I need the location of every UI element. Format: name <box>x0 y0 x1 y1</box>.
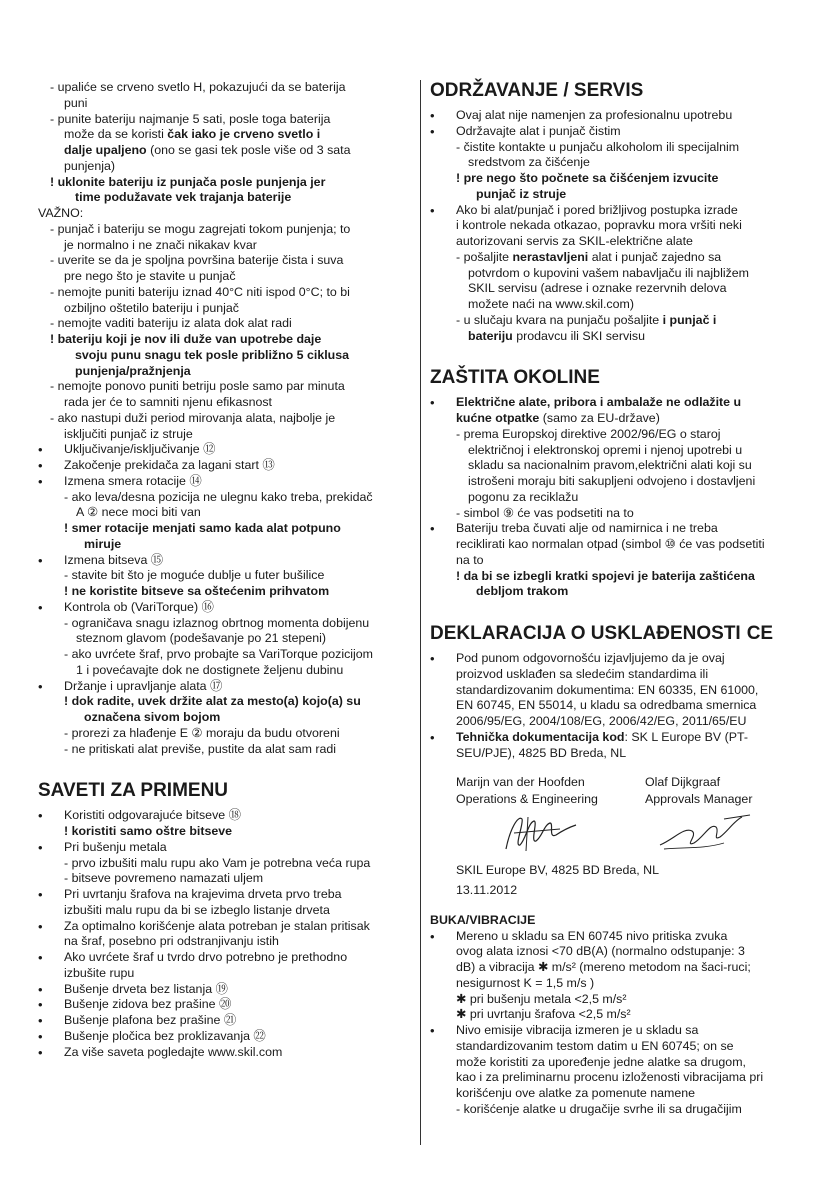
date-line: 13.11.2012 <box>456 883 518 897</box>
text-line <box>38 887 413 903</box>
text-line <box>430 1102 810 1118</box>
line-text: reciklirati kao normalan otpad (simbol ⑩ će vas podsetiti <box>456 537 765 551</box>
text-line <box>430 992 810 1008</box>
line-text: Pod punom odgovornošću izjavljujemo da je ovaj <box>456 651 725 665</box>
line-bold: nerastavljeni <box>512 249 589 264</box>
text-line <box>430 297 810 313</box>
bullet-marker: • <box>38 1044 43 1060</box>
text-line <box>430 960 810 976</box>
bullet-marker: • <box>430 202 435 218</box>
text-line <box>38 934 413 950</box>
text-line <box>38 80 413 96</box>
line-text: - ako uvrćete šraf, prvo probajte sa VariTorque pozicijom <box>64 647 373 661</box>
text-line <box>38 490 413 506</box>
text-line <box>430 651 810 667</box>
line-text: skladu sa nacionalnim pravom,električni alati koji su <box>468 458 752 473</box>
line-text: Izmena bitseva ⑮ <box>64 552 164 567</box>
line-text: - prvo izbušiti malu rupu ako Vam je potrebna veća rupa <box>64 855 371 870</box>
buka-list <box>430 929 810 1118</box>
heading-buka: BUKA/VIBRACIJE <box>430 912 536 927</box>
line-text: SKIL servisu (adrese i oznake rezervnih delova <box>468 281 727 296</box>
bullet-marker: • <box>38 839 43 855</box>
bullet-marker: • <box>38 599 43 615</box>
line-bold: čak iako je crveno svetlo i <box>167 127 321 142</box>
text-line <box>38 824 413 840</box>
text-line <box>430 1055 810 1071</box>
deklaracija-title: DEKLARACIJA O USKLAĐENOSTI <box>430 623 741 644</box>
text-line <box>430 187 810 203</box>
bullet-marker: • <box>38 918 43 934</box>
bullet-marker: • <box>430 928 435 944</box>
bullet-marker: • <box>38 997 43 1013</box>
text-line <box>38 568 413 584</box>
heading-zastita: ZAŠTITA OKOLINE <box>430 367 600 389</box>
bullet-marker: • <box>430 1023 435 1038</box>
text-line <box>38 950 413 966</box>
text-line <box>38 553 413 569</box>
text-line <box>38 600 413 616</box>
text-line <box>38 521 413 537</box>
text-line <box>38 96 413 112</box>
ce-mark: CE <box>746 623 774 644</box>
text-line <box>430 746 810 762</box>
text-line <box>430 714 810 730</box>
text-line <box>38 537 413 553</box>
line-text: - ako nastupi duži period mirovanja alata, najbolje je <box>50 410 336 425</box>
text-line <box>430 698 810 714</box>
text-line <box>430 490 810 506</box>
line-text: Održavajte alat i punjač čistim <box>456 123 621 138</box>
line-text: - nemojte puniti bateriju iznad 40°C niti ispod 0°C; to bi <box>50 284 350 299</box>
text-line <box>38 127 413 143</box>
text-line <box>430 474 810 490</box>
line-text: autorizovani servis za SKIL-električne alate <box>456 234 693 248</box>
text-line <box>430 667 810 683</box>
text-line <box>38 316 413 332</box>
text-line <box>430 1039 810 1055</box>
text-line <box>38 1045 413 1061</box>
line-text: SEU/PJE), 4825 BD Breda, NL <box>456 745 627 760</box>
text-line <box>430 1023 810 1039</box>
line-text: istrošeni moraju biti sakupljeni odvojeno i dostavljeni <box>468 474 756 488</box>
line-text: - korišćenje alatke u drugačije svrhe ili sa drugačijim <box>456 1101 742 1116</box>
line-text: Bušenje zidova bez prašine ⑳ <box>64 997 232 1012</box>
line-text: punjenja/pražnjenja <box>75 363 191 378</box>
text-line <box>430 976 810 992</box>
bullet-marker: • <box>38 442 43 458</box>
text-line <box>38 903 413 919</box>
text-line <box>430 395 810 411</box>
bullet-marker: • <box>38 808 43 824</box>
line-text: ovog alata iznosi <70 dB(A) (normalno odstupanje: 3 <box>456 944 745 959</box>
text-line <box>430 234 810 250</box>
text-line <box>38 364 413 380</box>
text-line <box>38 726 413 742</box>
text-line <box>430 281 810 297</box>
text-line <box>430 521 810 537</box>
saveti-list <box>38 808 413 1060</box>
text-line <box>38 222 413 238</box>
bullet-marker: • <box>38 1013 43 1028</box>
line-text: sredstvom za čišćenje <box>468 155 590 170</box>
line-rest: alat i punjač zajedno sa <box>588 249 722 264</box>
text-line <box>430 443 810 459</box>
line-text: potvrdom o kupovini vašem nabavljaču ili najbližem <box>468 265 749 280</box>
text-line <box>38 143 413 159</box>
bullet-marker: • <box>38 458 43 473</box>
line-text: Bušenje pločica bez proklizavanja ㉒ <box>64 1028 266 1043</box>
line-rest: : SK L Europe BV (PT- <box>624 729 748 744</box>
line-text: - ograničava snagu izlaznog obrtnog momenta dobijenu <box>64 615 370 630</box>
signer2-role: Approvals Manager <box>645 792 753 807</box>
line-text: EN 60745, EN 55014, u kladu sa odredbama smernica <box>456 698 757 713</box>
line-text: - punite bateriju najmanje 5 sati, posle toga baterija <box>50 111 331 126</box>
line-text: isključiti punjač iz struje <box>64 426 193 441</box>
line-text: dalje upaljeno <box>64 143 147 157</box>
text-line <box>430 218 810 234</box>
text-line <box>38 285 413 301</box>
line-text: - ne pritiskati alat previše, pustite da alat sam radi <box>64 741 337 756</box>
bullet-marker: • <box>38 473 43 489</box>
line-text: rada jer će to samniti njenu efikasnost <box>64 395 272 409</box>
bullet-marker: • <box>430 108 435 123</box>
line-text: - simbol ⑨ će vas podsetiti na to <box>456 505 634 520</box>
line-text: na šraf, posebno pri odstranjivanju istih <box>64 934 279 949</box>
line-text: je normalno i ne znači nikakav kvar <box>64 237 257 252</box>
line-text: i kontrole nekada otkazao, popravku mora vršiti neki <box>456 218 742 233</box>
line-text: standardizovanim testom datim u EN 60745; on se <box>456 1038 734 1053</box>
line-text: - nemojte vaditi bateriju iz alata dok alat radi <box>50 316 292 331</box>
line-text: Nivo emisije vibracija izmeren je u skladu sa <box>456 1023 699 1037</box>
odrzavanje-list <box>430 108 810 344</box>
line-text: svoju punu snagu tek posle približno 5 ciklusa <box>75 347 350 362</box>
text-line <box>430 171 810 187</box>
line-text: Pri uvrtanju šrafova na krajevima drveta prvo treba <box>64 887 342 901</box>
text-line <box>38 442 413 458</box>
text-line <box>430 1086 810 1102</box>
line-rest: prodavcu ili SKI servisu <box>512 328 645 343</box>
text-line <box>38 253 413 269</box>
line-text: debljom trakom <box>476 584 569 599</box>
line-bold: bateriju <box>468 328 513 343</box>
line-text: Izmena smera rotacije ⑭ <box>64 473 202 488</box>
line-text: ! koristiti samo oštre bitseve <box>64 824 233 838</box>
line-text: može koristiti za upoređenje jedne alatke sa drugom, <box>456 1054 746 1069</box>
text-line <box>38 112 413 128</box>
line-text: Za optimalno korišćenje alata potreban je stalan pritisak <box>64 918 370 933</box>
line-text: - bitseve povremeno namazati uljem <box>64 871 264 886</box>
line-text: Bušenje drveta bez listanja ⑲ <box>64 981 228 996</box>
line-text: kao i za preliminarnu procenu izloženosti vibracijama pri <box>456 1070 764 1085</box>
bullet-marker: • <box>430 651 435 666</box>
line-text: punjenja) <box>64 158 115 173</box>
signers-block <box>430 775 810 899</box>
text-line <box>38 238 413 254</box>
text-line <box>38 505 413 521</box>
bullet-marker: • <box>38 981 43 997</box>
bullet-marker: • <box>38 552 43 568</box>
text-line <box>38 631 413 647</box>
line-rest: (samo za EU-države) <box>539 411 660 425</box>
text-line <box>38 427 413 443</box>
line-text: pre nego što je stavite u punjač <box>64 269 236 283</box>
line-text: ! da bi se izbegli kratki spojevi je baterija zaštićena <box>456 568 755 583</box>
right-column <box>430 80 810 1118</box>
line-text: izbušite rupu <box>64 965 135 980</box>
line-text: može da se koristi <box>64 127 168 142</box>
line-text: Uključivanje/isključivanje ⑫ <box>64 442 216 457</box>
text-line <box>430 266 810 282</box>
line-text: Koristiti odgovarajuće bitseve ⑱ <box>64 808 241 823</box>
line-text: Držanje i upravljanje alata ⑰ <box>64 678 223 693</box>
line-text: ✱ pri bušenju metala <2,5 m/s² <box>456 991 627 1006</box>
text-line <box>430 203 810 219</box>
text-line <box>38 966 413 982</box>
text-line <box>430 124 810 140</box>
line-text: puni <box>64 95 88 110</box>
signature-1 <box>500 809 580 855</box>
line-text: možete naći na www.skil.com) <box>468 297 634 311</box>
line-text: Ako uvrćete šraf u tvrdo drvo potrebno je prethodno <box>64 950 348 964</box>
text-line <box>38 742 413 758</box>
signatures <box>456 809 810 857</box>
line-text: - uverite se da je spoljna površina baterije čista i suva <box>50 253 344 268</box>
heading-saveti: SAVETI ZA PRIMENU <box>38 780 229 802</box>
line-text: korišćenju ove alatke za pomenute namene <box>456 1086 696 1100</box>
line-text: Pri bušenju metala <box>64 839 167 854</box>
text-line <box>430 553 810 569</box>
line-text: proizvod usklađen sa sledećim standardima ili <box>456 666 709 681</box>
line-bold: kućne otpatke <box>456 411 540 425</box>
line-text: 1 i povećavajte dok ne dostignete željenu dubinu <box>76 662 344 677</box>
text-line <box>430 155 810 171</box>
line-text: - pošaljite <box>456 249 513 264</box>
text-line <box>430 683 810 699</box>
line-text: - punjač i bateriju se mogu zagrejati tokom punjenja; to <box>50 221 351 236</box>
line-bold: Tehnička dokumentacija kod <box>456 729 625 744</box>
line-text: - prema Europskoj direktive 2002/96/EG o staroj <box>456 426 721 441</box>
line-text: ! bateriju koji je nov ili duže van upotrebe daje <box>50 332 322 346</box>
line-text: miruje <box>84 536 122 551</box>
text-line <box>430 1070 810 1086</box>
text-line <box>430 329 810 345</box>
text-line <box>38 997 413 1013</box>
text-line <box>38 458 413 474</box>
text-line <box>430 1007 810 1023</box>
text-line <box>430 140 810 156</box>
text-line <box>38 663 413 679</box>
line-text: Mereno u skladu sa EN 60745 nivo pritiska zvuka <box>456 928 728 943</box>
text-line <box>430 458 810 474</box>
line-text: A ② nece moci biti van <box>76 505 201 520</box>
text-line <box>38 206 413 222</box>
line-text: - upaliće se crveno svetlo H, pokazujući da se baterija <box>50 80 346 94</box>
line-text: ! pre nego što počnete sa čišćenjem izvucite <box>456 171 719 185</box>
text-line <box>38 379 413 395</box>
text-line <box>38 269 413 285</box>
text-line <box>38 840 413 856</box>
text-line <box>430 313 810 329</box>
heading-deklaracija <box>430 623 810 645</box>
bullet-marker: • <box>38 950 43 965</box>
line-text: - nemojte ponovo puniti betriju posle samo par minuta <box>50 379 345 394</box>
text-line <box>430 506 810 522</box>
text-line <box>38 1029 413 1045</box>
text-line <box>38 175 413 191</box>
text-line <box>38 808 413 824</box>
line-text: Bateriju treba čuvati alje od namirnica i ne treba <box>456 521 718 536</box>
text-line <box>38 679 413 695</box>
line-text: 2006/95/EG, 2004/108/EG, 2006/42/EG, 2011/65/EU <box>456 714 747 728</box>
line-text: Bušenje plafona bez prašine ㉑ <box>64 1013 237 1027</box>
line-text: ! dok radite, uvek držite alat za mesto(a) kojo(a) su <box>64 694 361 709</box>
text-line <box>38 710 413 726</box>
line-text: punjač iz struje <box>476 186 567 201</box>
line-bold: i punjač i <box>662 312 717 327</box>
signature-2 <box>654 809 754 855</box>
text-line <box>38 332 413 348</box>
text-line <box>38 982 413 998</box>
bullet-marker: • <box>430 521 435 537</box>
line-text: ! ne koristite bitseve sa oštećenim prihvatom <box>64 584 330 598</box>
line-text: Ako bi alat/punjač i pored brižljivog postupka izrade <box>456 202 738 217</box>
column-divider <box>420 80 421 1145</box>
text-line <box>430 569 810 585</box>
bullet-marker: • <box>430 395 435 411</box>
signer1-name: Marijn van der Hoofden <box>456 775 585 790</box>
text-line <box>38 301 413 317</box>
text-line <box>430 411 810 427</box>
text-line <box>430 944 810 960</box>
signer2-name: Olaf Dijkgraaf <box>645 775 721 790</box>
text-line <box>38 348 413 364</box>
line-text: time podužavate vek trajanja baterije <box>75 190 292 205</box>
line-text: na to <box>456 552 484 567</box>
zastita-list <box>430 395 810 600</box>
line-text: ! smer rotacije menjati samo kada alat potpuno <box>64 521 341 535</box>
bullet-marker: • <box>38 678 43 694</box>
line-text: - prorezi za hlađenje E ② moraju da budu otvoreni <box>64 725 340 740</box>
bullet-marker: • <box>38 887 43 902</box>
text-line <box>38 871 413 887</box>
text-line <box>38 694 413 710</box>
text-line <box>38 1013 413 1029</box>
bullet-marker: • <box>38 1028 43 1044</box>
line-text: - u slučaju kvara na punjaču pošaljite <box>456 312 663 327</box>
line-text: izbušiti malu rupu da bi se izbeglo listanje drveta <box>64 902 330 917</box>
left-instructions <box>38 80 413 757</box>
text-line <box>38 616 413 632</box>
line-text: nesigurnost K = 1,5 m/s ) <box>456 975 595 990</box>
line-text: Ovaj alat nije namenjen za profesionalnu upotrebu <box>456 108 733 122</box>
text-line <box>38 584 413 600</box>
text-line <box>430 108 810 124</box>
text-line <box>38 647 413 663</box>
line-text: - ako leva/desna pozicija ne ulegnu kako treba, prekidač <box>64 489 373 504</box>
line-text: označena sivom bojom <box>84 710 221 724</box>
line-text: - čistite kontakte u punjaču alkoholom ili specijalnim <box>456 139 740 154</box>
text-line <box>430 537 810 553</box>
deklaracija-list <box>430 651 810 761</box>
text-line <box>38 856 413 872</box>
line-text: ! uklonite bateriju iz punjača posle punjenja jer <box>50 174 326 189</box>
line-text: - stavite bit što je moguće dublje u futer bušilice <box>64 568 325 583</box>
line-text: steznom glavom (podešavanje po 21 stepeni) <box>76 631 327 646</box>
text-line <box>38 411 413 427</box>
line-text: pogonu za reciklažu <box>468 489 579 504</box>
text-line <box>38 919 413 935</box>
bullet-marker: • <box>430 729 435 745</box>
line-text: Za više saveta pogledajte www.skil.com <box>64 1044 283 1059</box>
line-text: dB) a vibracija ✱ m/s² (mereno metodom na šaci-ruci; <box>456 960 751 974</box>
text-line <box>430 584 810 600</box>
line-text: Kontrola ob (VariTorque) ⑯ <box>64 599 214 614</box>
line-rest: (ono se gasi tek posle više od 3 sata <box>146 143 351 157</box>
left-column <box>38 80 413 1060</box>
text-line <box>38 474 413 490</box>
bullet-marker: • <box>430 123 435 139</box>
text-line <box>430 250 810 266</box>
line-text: VAŽNO: <box>38 206 84 220</box>
text-line <box>430 730 810 746</box>
text-line <box>38 159 413 175</box>
company-line: SKIL Europe BV, 4825 BD Breda, NL <box>456 863 659 878</box>
line-text: električnoj i elektronskoj opremi i njenoj upotrebi u <box>468 442 743 457</box>
signer1-role: Operations & Engineering <box>456 792 598 807</box>
text-line <box>430 929 810 945</box>
text-line <box>38 190 413 206</box>
heading-odrzavanje: ODRŽAVANJE / SERVIS <box>430 80 644 101</box>
text-line <box>430 427 810 443</box>
line-text: ozbiljno oštetilo bateriju i punjač <box>64 300 239 315</box>
line-text: ✱ pri uvrtanju šrafova <2,5 m/s² <box>456 1007 631 1022</box>
line-text: standardizovanim dokumentima: EN 60335, EN 61000, <box>456 682 759 697</box>
line-bold: Električne alate, pribora i ambalaže ne odlažite u <box>456 395 742 410</box>
text-line <box>38 395 413 411</box>
line-text: Zakočenje prekidača za lagani start ⑬ <box>64 458 275 472</box>
